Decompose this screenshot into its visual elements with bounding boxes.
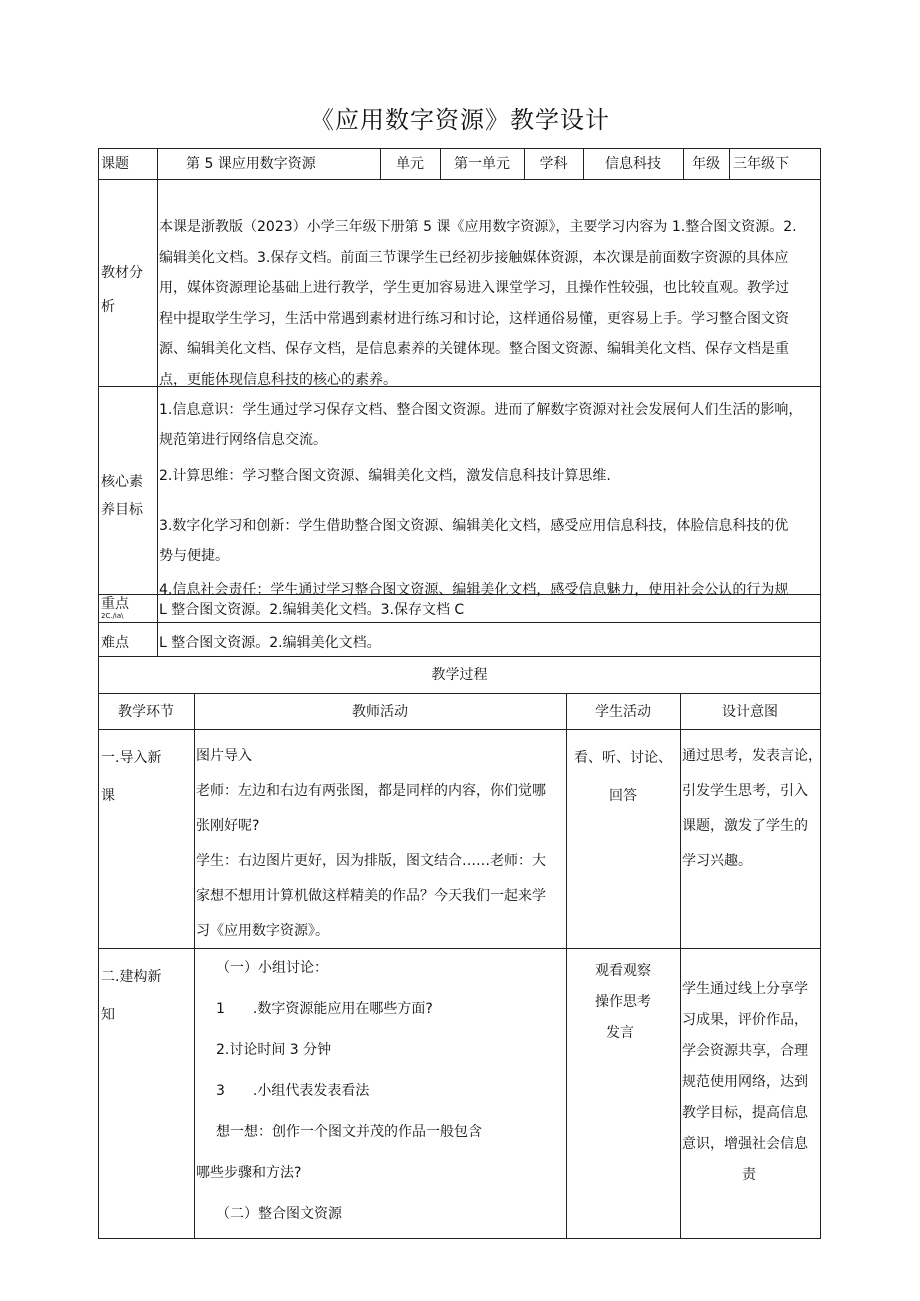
key-points-label: 重点 2C./ia\ (101, 596, 129, 620)
material-analysis-text: 本课是浙教版（2023）小学三年级下册第 5 课《应用数字资源》，主要学习内容为 1.整合图文资源。2. 编辑美化文档。3.保存文档。前面三节课学生已经初步接触媒体资源，本次课是前面数字资源的具体应 用，媒体资源理论基础上进行教学，学生更加容易进入课堂学习，且操作性较强，也比较直观。教学过 程中提取学生学习，生活中常遇到素材进行练习和讨论，这样通俗易懂，更容易上手。学习整合图文资 源、编辑美化文档、保存文档，是信息素养的关键体现。整合图文资源、编辑美化文档、保存文档是重 点，更能体现信息科技的核心的素养。 (159, 219, 797, 388)
student-activity-new-knowledge: 观看观察 操作思考 发言 (595, 963, 651, 1041)
column-header-stage: 教学环节 (118, 704, 174, 720)
lesson-value: 第 5 课应用数字资源 (186, 156, 316, 172)
column-header-student: 学生活动 (595, 704, 651, 720)
key-points-value: L 整合图文资源。2.编辑美化文档。3.保存文档 C (159, 602, 465, 618)
stage-new-knowledge: 二.建构新 知 (101, 969, 162, 1023)
teacher-activity-new-knowledge: （一）小组讨论： 1 .数字资源能应用在哪些方面? 2.讨论时间 3 分钟 3 .小组代表发表看法 想一想：创作一个图文并茂的作品一般包含 哪些步骤和方法? （二）整合图文资源 (196, 960, 482, 1222)
unit-label: 单元 (396, 156, 424, 172)
subject-value: 信息科技 (605, 156, 661, 172)
difficulties-label: 难点 (101, 635, 129, 651)
grade-value: 三年级下 (733, 156, 789, 172)
difficulties-value: L 整合图文资源。2.编辑美化文档。 (159, 635, 381, 651)
grade-label: 年级 (692, 156, 720, 172)
lesson-label: 课题 (101, 156, 129, 172)
teacher-activity-intro: 图片导入 老师：左边和右边有两张图，都是同样的内容，你们觉哪 张刚好呢? 学生：右边图片更好，因为排版，图文结合……老师：大 家想不想用计算机做这样精美的作品？今天我们一起来学 习《应用数字资源》。 (196, 748, 546, 939)
material-analysis-label: 教材分 析 (101, 265, 143, 315)
core-goals-label: 核心素 养目标 (101, 474, 143, 518)
column-header-teacher: 教师活动 (352, 704, 408, 720)
student-activity-intro: 看、听、讨论、 回答 (574, 750, 672, 804)
stage-intro: 一.导入新 课 (101, 750, 162, 804)
core-goals-text: 1.信息意识：学生通过学习保存文档、整合图文资源。进而了解数字资源对社会发展何人们生活的影响， 规范第进行网络信息交流。 2.计算思维：学习整合图文资源、编辑美化文档，激发信息科技计算思维. 3.数字化学习和创新：学生借助整合图文资源、编辑美化文档，感受应用信息科技，体脸信息科技的优 势与便捷。 4.信息社会责任：学生通过学习整合图文资源、编辑美化文档，感受信息魅力，使用社会公认的行为规 (159, 402, 803, 598)
document-title: 《应用数字资源》教学设计 (310, 106, 610, 134)
subject-label: 学科 (539, 156, 568, 172)
design-intent-intro: 通过思考，发表言论， 引发学生思考，引入 课题，激发了学生的 学习兴趣。 (682, 748, 822, 869)
design-intent-new-knowledge: 学生通过线上分享学 习成果，评价作品， 学会资源共享，合理 规范使用网络，达到 教学目标，提高信息 意识，增强社会信息 责 (682, 981, 808, 1183)
process-heading: 教学过程 (431, 667, 488, 683)
unit-value: 第一单元 (454, 156, 510, 172)
column-header-intent: 设计意图 (722, 704, 778, 720)
